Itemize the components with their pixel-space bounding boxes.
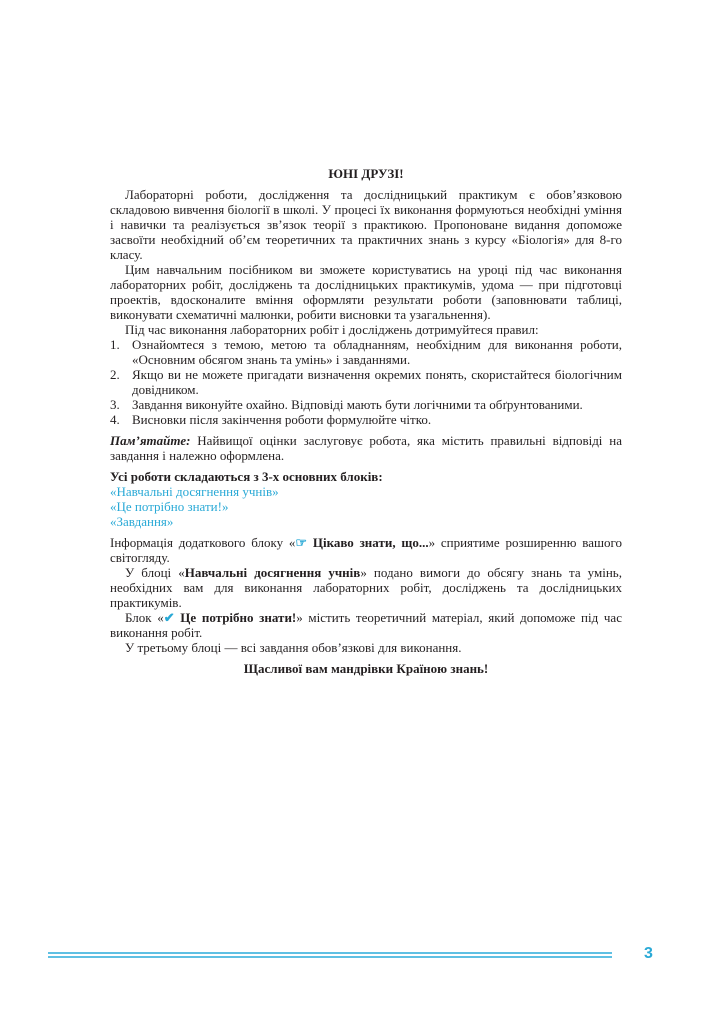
info-2-bold: Навчальні досягнення учнів — [184, 565, 361, 580]
info-1-post: » сприятиме розширенню вашого світогляду. — [110, 535, 622, 565]
rule-text: Завдання виконуйте охайно. Відповіді мають бути логічними та обґрунтованими. — [132, 397, 583, 412]
block-item: «Це потрібно знати!» — [110, 499, 229, 514]
checkmark-icon: ✔ — [163, 610, 175, 625]
info-1-bold: Цікаво знати, що... — [307, 535, 429, 550]
rule-text: Висновки після закінчення роботи формулюйте чітко. — [132, 412, 432, 427]
page-content — [110, 166, 622, 676]
rule-number: 3. — [110, 397, 120, 412]
intro-paragraph-1-text: Лабораторні роботи, дослідження та дослідницький практикум є обов’язковою складовою вивчення біології в школі. У процесі їх виконання формуються необхідні уміння і навички та реалізується зв’язок теорії з практикою. Пропоноване видання допоможе засвоїти необхідний об’єм теоретичних та практичних знань з курсу «Біологія» для 8-го класу. — [110, 187, 622, 262]
info-3-post: » містить теоретичний матеріал, який допоможе під час виконання робіт. — [110, 610, 622, 640]
info-paragraph-2 — [110, 565, 622, 610]
info-paragraph-1 — [110, 535, 622, 565]
rule-text: Ознайомтеся з темою, метою та обладнанням, необхідним для виконання роботи, «Основним обсягом знань та умінь» і завданнями. — [132, 337, 622, 367]
page-title: ЮНІ ДРУЗІ! — [328, 166, 404, 181]
intro-paragraph-3-text: Під час виконання лабораторних робіт і досліджень дотримуйтеся правил: — [125, 322, 539, 337]
block-item: «Навчальні досягнення учнів» — [110, 484, 279, 499]
rule-number: 1. — [110, 337, 120, 352]
info-2-pre: У блоці « — [125, 565, 185, 580]
rule-item — [110, 397, 622, 412]
pointing-hand-icon: ☞ — [295, 535, 308, 550]
intro-paragraph-1 — [110, 187, 622, 262]
info-1-pre: Інформація додаткового блоку « — [110, 535, 296, 550]
page-number: 3 — [644, 945, 653, 962]
info-paragraph-3 — [110, 610, 622, 640]
info-4-text: У третьому блоці — всі завдання обов’язкові для виконання. — [125, 640, 462, 655]
closing-line: Щасливої вам мандрівки Країною знань! — [243, 661, 489, 676]
rules-list — [110, 337, 622, 427]
intro-paragraph-2 — [110, 262, 622, 322]
rule-item — [110, 337, 622, 367]
blocks-heading: Усі роботи складаються з 3-х основних блоків: — [110, 469, 383, 484]
intro-paragraph-2-text: Цим навчальним посібником ви зможете користуватись на уроці під час виконання лабораторних робіт, досліджень та дослідницьких практикумів, удома — при підготовці проектів, вдосконалите вміння оформляти результати роботи (заповнювати таблиці, виконувати схематичні малюнки, робити висновки та узагальнення). — [110, 262, 622, 322]
info-paragraph-4 — [110, 640, 622, 655]
remember-label: Пам’ятайте: — [110, 433, 191, 448]
info-3-bold: Це потрібно знати! — [174, 610, 297, 625]
remember-note — [110, 433, 622, 463]
rule-item — [110, 367, 622, 397]
remember-text: Найвищої оцінки заслуговує робота, яка містить правильні відповіді на завдання і належно оформлена. — [110, 433, 622, 463]
rule-number: 4. — [110, 412, 120, 427]
footer-rule — [48, 952, 612, 960]
info-3-pre: Блок « — [125, 610, 164, 625]
info-2-post: » подано вимоги до обсягу знань та умінь, необхідних вам для виконання лабораторних робіт, досліджень та дослідницьких практикумів. — [110, 565, 622, 610]
intro-paragraph-3 — [110, 322, 622, 337]
rule-number: 2. — [110, 367, 120, 382]
rule-item — [110, 412, 622, 427]
rule-text: Якщо ви не можете пригадати визначення окремих понять, скористайтеся біологічним довідником. — [132, 367, 622, 397]
footer-line — [48, 956, 612, 958]
footer-line — [48, 952, 612, 954]
block-item: «Завдання» — [110, 514, 174, 529]
